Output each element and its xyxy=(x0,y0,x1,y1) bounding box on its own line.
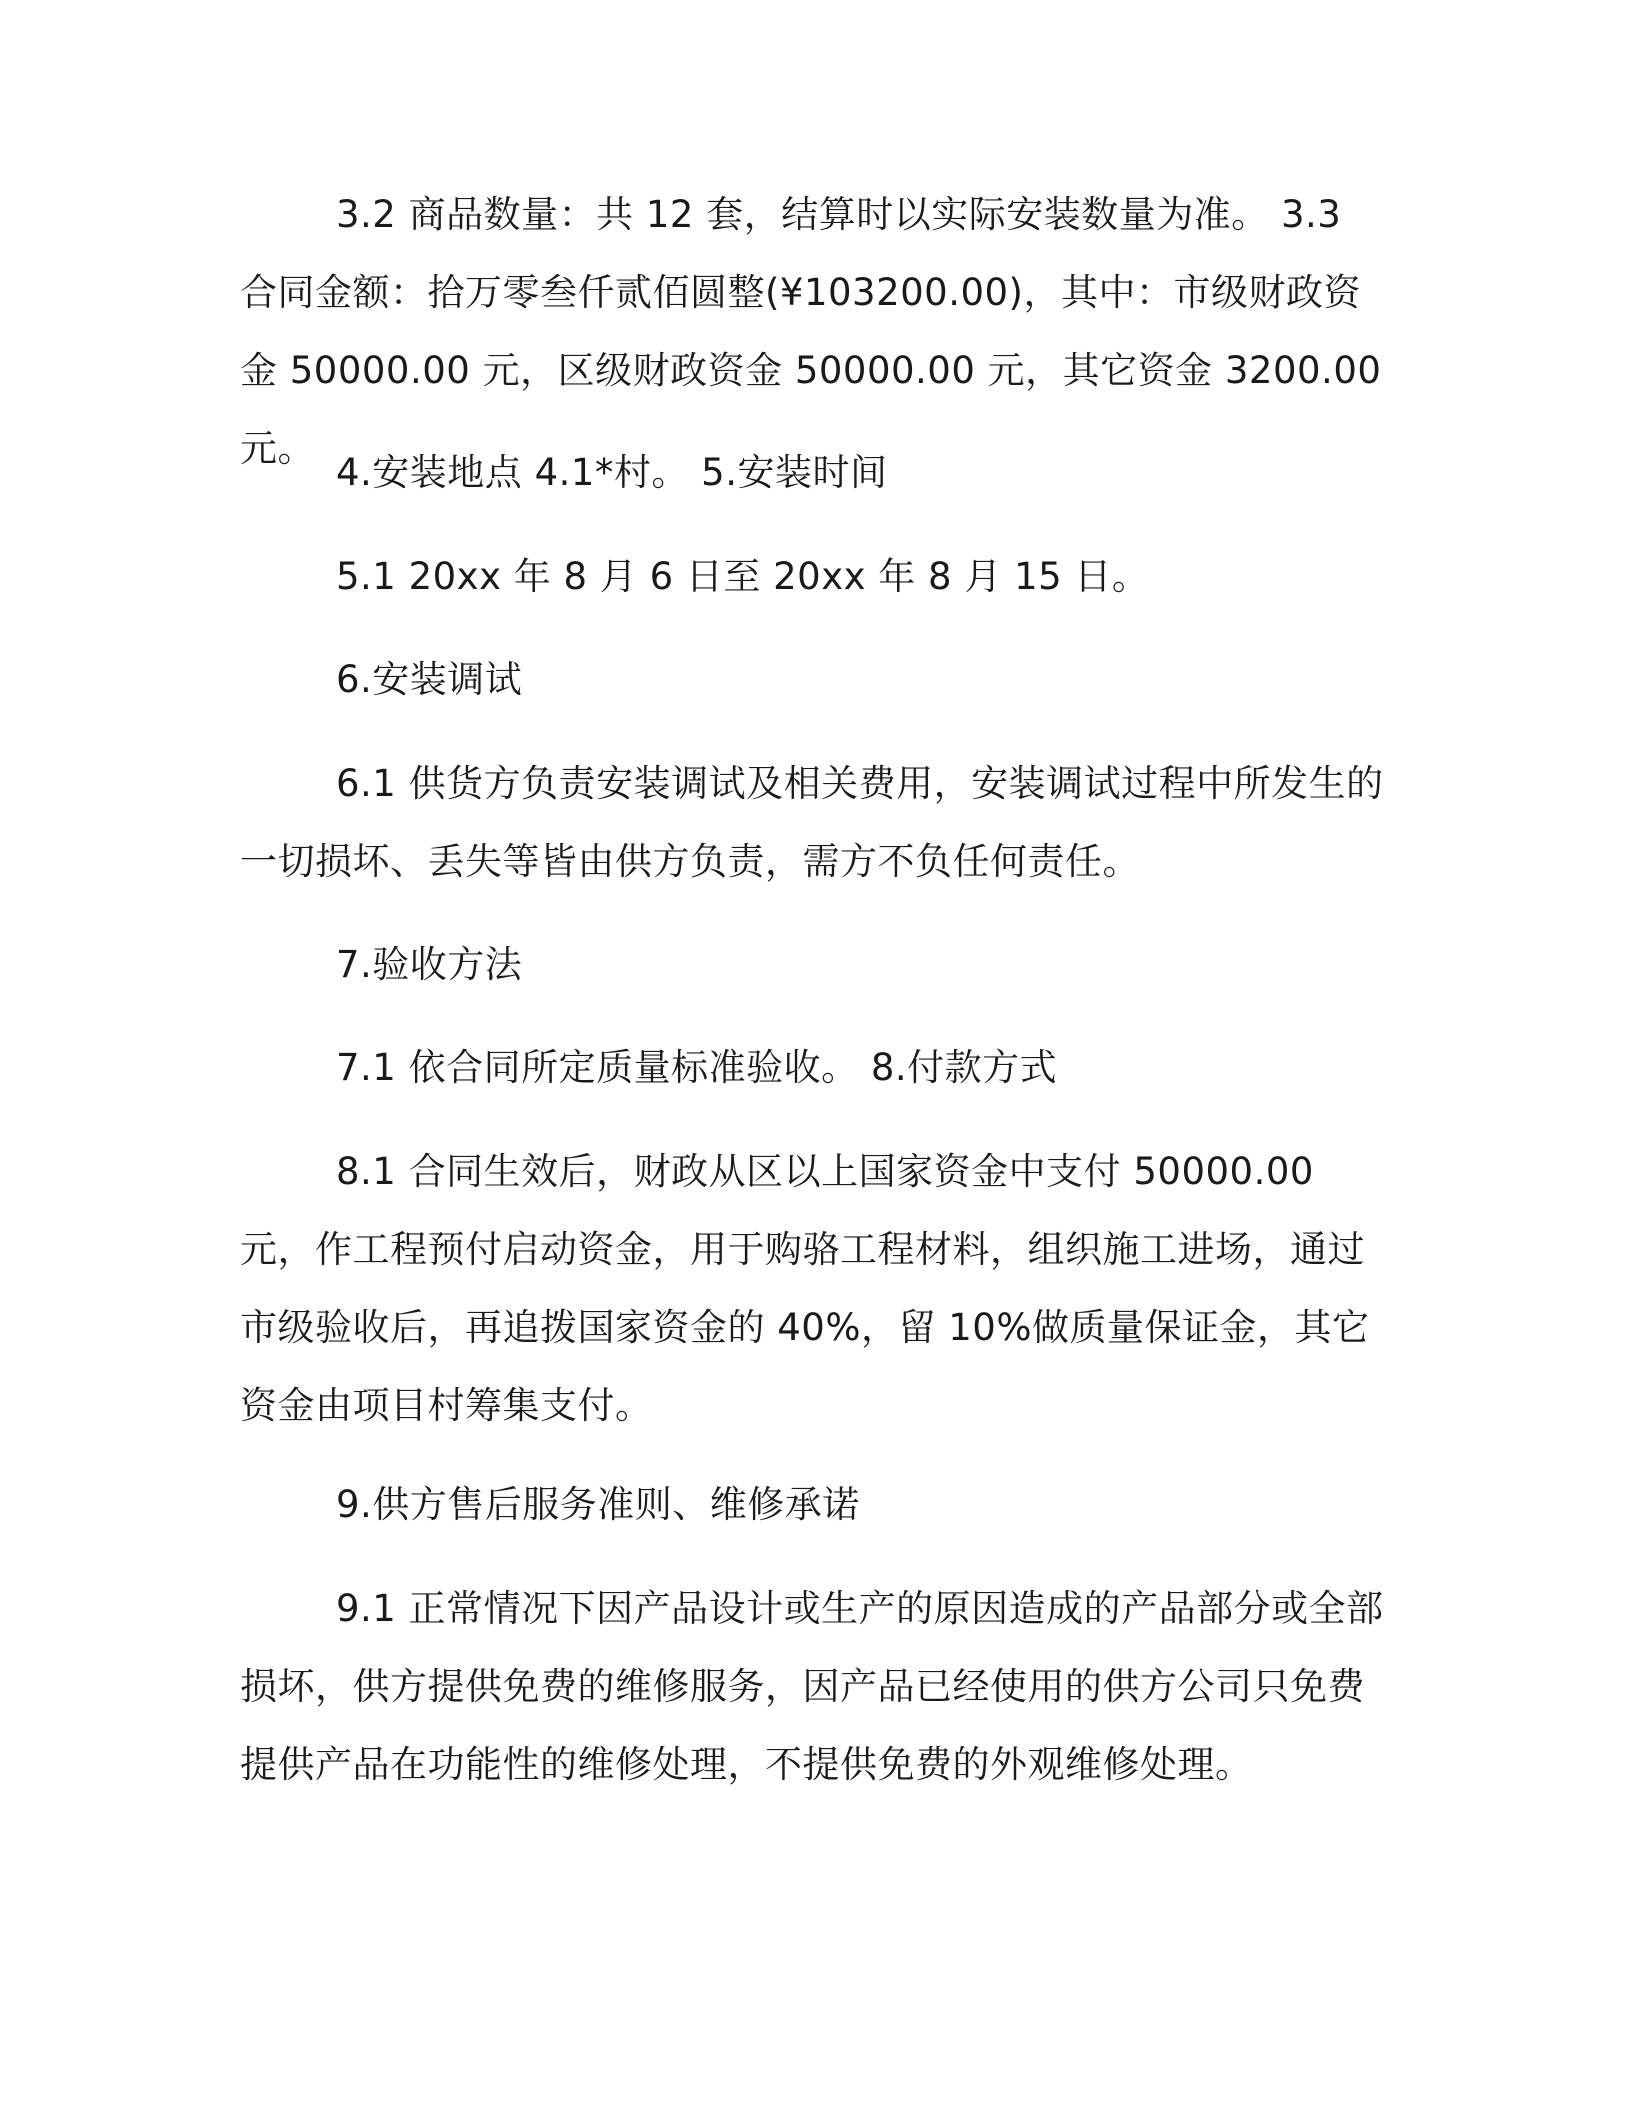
paragraph-payment-detail: 8.1 合同生效后，财政从区以上国家资金中支付 50000.00 元，作工程预付启动资金，用于购骆工程材料，组织施工进场，通过市级验收后，再追拨国家资金的 40%，留 10%做质量保证金，其它资金由项目村筹集支付。 xyxy=(240,1150,1370,1427)
paragraph-install-time: 5.1 20xx 年 8 月 6 日至 20xx 年 8 月 15 日。 xyxy=(336,555,1150,598)
heading-after-sales: 9.供方售后服务准则、维修承诺 xyxy=(336,1483,860,1526)
paragraph-install-debug-detail: 6.1 供货方负责安装调试及相关费用，安装调试过程中所发生的一切损坏、丢失等皆由供方负责，需方不负任何责任。 xyxy=(240,762,1384,883)
paragraph-product-quantity-amount: 3.2 商品数量：共 12 套，结算时以实际安装数量为准。 3.3 合同金额：拾万零叁仟贰佰圆整(¥103200.00)，其中：市级财政资金 50000.00 元，区级财政资金 50000.00 元，其它资金 3200.00 元。 xyxy=(240,193,1382,470)
paragraph-after-sales-detail: 9.1 正常情况下因产品设计或生产的原因造成的产品部分或全部损坏，供方提供免费的维修服务，因产品已经使用的供方公司只免费提供产品在功能性的维修处理，不提供免费的外观维修处理。 xyxy=(240,1587,1384,1786)
heading-acceptance-method: 7.验收方法 xyxy=(336,943,523,986)
heading-install-debug: 6.安装调试 xyxy=(336,658,523,701)
paragraph-install-location: 4.安装地点 4.1*村。 5.安装时间 xyxy=(336,451,888,494)
paragraph-acceptance-payment: 7.1 依合同所定质量标准验收。 8.付款方式 xyxy=(336,1046,1058,1089)
